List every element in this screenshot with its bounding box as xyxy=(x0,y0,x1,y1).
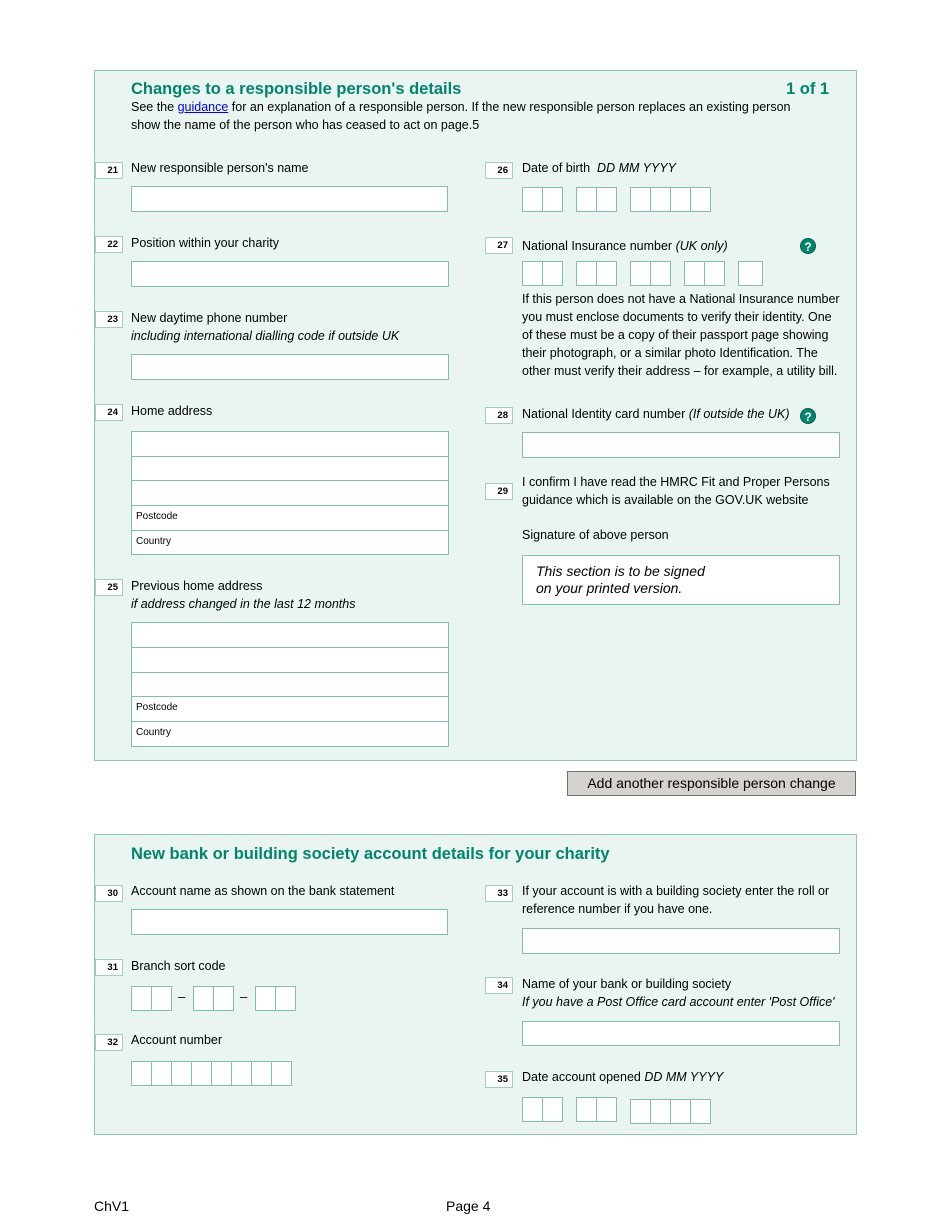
question-number: 31 xyxy=(95,959,123,976)
question-label: Previous home address xyxy=(131,579,263,593)
question-number: 21 xyxy=(95,162,123,179)
confirm-line: guidance which is available on the GOV.UK website xyxy=(522,493,809,507)
question-label: Account number xyxy=(131,1033,223,1047)
previous-address-line2-input[interactable] xyxy=(131,647,449,673)
sort-code-boxes-3[interactable] xyxy=(255,986,296,1011)
account-name-input[interactable] xyxy=(131,909,448,935)
question-number: 28 xyxy=(485,407,513,424)
help-icon[interactable]: ? xyxy=(800,408,816,424)
question-number: 22 xyxy=(95,236,123,253)
question-label: Date of birth DD MM YYYY xyxy=(522,161,676,175)
question-label: New responsible person's name xyxy=(131,161,309,175)
confirm-line: I confirm I have read the HMRC Fit and Proper Persons xyxy=(522,475,830,489)
opened-year-boxes[interactable] xyxy=(630,1099,711,1124)
ni-info-line: their photograph, or a similar photo Identification. The xyxy=(522,346,818,360)
dob-day-boxes[interactable] xyxy=(522,187,563,212)
section-title: Changes to a responsible person's details xyxy=(131,80,462,98)
signature-box: This section is to be signed on your printed version. xyxy=(522,555,840,605)
question-note: If you have a Post Office card account enter 'Post Office' xyxy=(522,995,835,1009)
account-number-boxes[interactable] xyxy=(131,1061,292,1086)
ni-boxes-2[interactable] xyxy=(576,261,617,286)
ni-boxes-3[interactable] xyxy=(630,261,671,286)
bank-name-input[interactable] xyxy=(522,1021,840,1046)
question-label: Position within your charity xyxy=(131,236,279,250)
section-intro-line2: show the name of the person who has ceased to act on page.5 xyxy=(131,118,480,132)
previous-address-line1-input[interactable] xyxy=(131,622,449,648)
ni-boxes-1[interactable] xyxy=(522,261,563,286)
question-label: Branch sort code xyxy=(131,959,226,973)
national-identity-card-input[interactable] xyxy=(522,432,840,458)
section-intro: See the guidance for an explanation of a responsible person. If the new responsible person replaces an existing person xyxy=(131,100,791,114)
question-note: including international dialling code if outside UK xyxy=(131,329,400,343)
question-label: Date account opened DD MM YYYY xyxy=(522,1070,724,1084)
question-note: if address changed in the last 12 months xyxy=(131,597,356,611)
ni-info-line: If this person does not have a National Insurance number xyxy=(522,292,840,306)
dob-month-boxes[interactable] xyxy=(576,187,617,212)
form-code: ChV1 xyxy=(94,1198,130,1214)
opened-month-boxes[interactable] xyxy=(576,1097,617,1122)
question-number: 25 xyxy=(95,579,123,596)
signature-label: Signature of above person xyxy=(522,528,669,542)
question-label: Home address xyxy=(131,404,213,418)
question-number: 30 xyxy=(95,885,123,902)
page-count: 1 of 1 xyxy=(786,80,830,98)
question-label: New daytime phone number xyxy=(131,311,288,325)
question-label: National Insurance number (UK only) xyxy=(522,239,728,253)
daytime-phone-input[interactable] xyxy=(131,354,449,380)
question-label: National Identity card number (If outside the UK) xyxy=(522,407,790,421)
section-title: New bank or building society account details for your charity xyxy=(131,845,610,863)
bank-details-section xyxy=(94,834,857,1135)
sort-code-boxes-1[interactable] xyxy=(131,986,172,1011)
question-label: If your account is with a building society enter the roll or xyxy=(522,884,830,898)
dob-year-boxes[interactable] xyxy=(630,187,711,212)
question-number: 33 xyxy=(485,885,513,902)
question-label-line2: reference number if you have one. xyxy=(522,902,713,916)
question-number: 35 xyxy=(485,1071,513,1088)
question-number: 26 xyxy=(485,162,513,179)
ni-boxes-5[interactable] xyxy=(738,261,763,286)
ni-boxes-4[interactable] xyxy=(684,261,725,286)
question-label: Account name as shown on the bank statement xyxy=(131,884,395,898)
question-number: 24 xyxy=(95,404,123,421)
position-input[interactable] xyxy=(131,261,449,287)
ni-info-line: other must verify their address – for example, a utility bill. xyxy=(522,364,838,378)
home-address-line2-input[interactable] xyxy=(131,456,449,481)
previous-address-line3-input[interactable] xyxy=(131,672,449,697)
home-country-input[interactable]: Country xyxy=(131,530,449,555)
ni-info-line: of these must be a copy of their passport page showing xyxy=(522,328,829,342)
help-icon[interactable]: ? xyxy=(800,238,816,254)
ni-info-line: you must enclose documents to verify their identity. One xyxy=(522,310,832,324)
question-number: 27 xyxy=(485,237,513,254)
page-number: Page 4 xyxy=(446,1198,491,1214)
sort-code-separator: – xyxy=(178,989,186,1004)
previous-postcode-input[interactable]: Postcode xyxy=(131,696,449,722)
question-number: 23 xyxy=(95,311,123,328)
guidance-link[interactable]: guidance xyxy=(177,100,229,114)
previous-country-input[interactable]: Country xyxy=(131,721,449,747)
opened-day-boxes[interactable] xyxy=(522,1097,563,1122)
question-number: 29 xyxy=(485,483,513,500)
roll-number-input[interactable] xyxy=(522,928,840,954)
add-responsible-person-button[interactable]: Add another responsible person change xyxy=(567,771,856,796)
home-address-line3-input[interactable] xyxy=(131,480,449,506)
sort-code-boxes-2[interactable] xyxy=(193,986,234,1011)
responsible-person-name-input[interactable] xyxy=(131,186,448,212)
home-postcode-input[interactable]: Postcode xyxy=(131,505,449,531)
question-number: 34 xyxy=(485,977,513,994)
home-address-line1-input[interactable] xyxy=(131,431,449,457)
sort-code-separator: – xyxy=(240,989,248,1004)
question-number: 32 xyxy=(95,1034,123,1051)
question-label: Name of your bank or building society xyxy=(522,977,732,991)
